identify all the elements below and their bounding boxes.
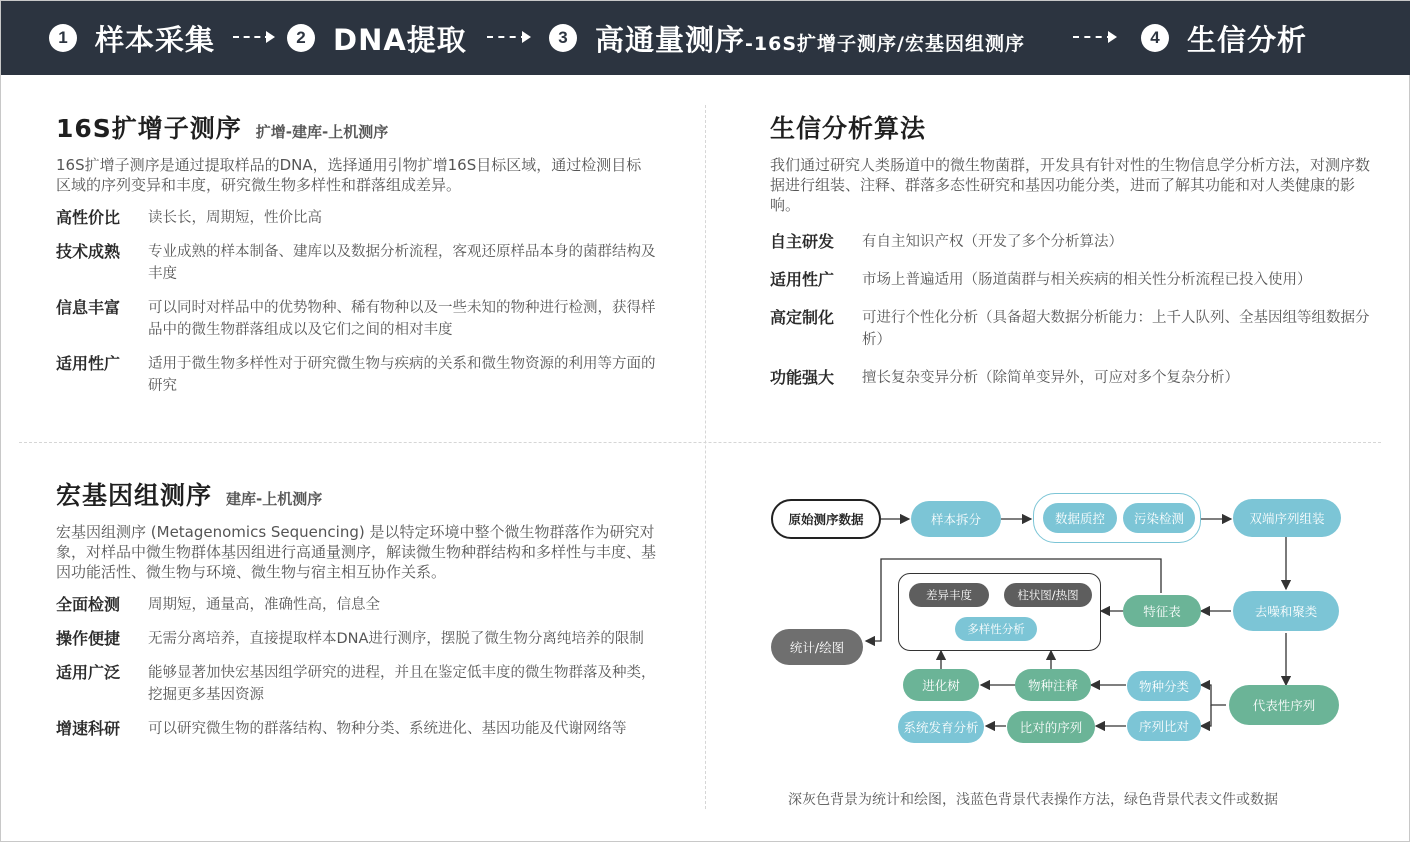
node-diversity-analysis: 多样性分析 xyxy=(955,617,1037,641)
feature-item xyxy=(56,241,656,285)
section-subtitle: 扩增-建库-上机测序 xyxy=(255,123,389,141)
step-label-main: 高通量测序 xyxy=(595,22,746,57)
feature-item xyxy=(56,594,656,616)
feature-value: 可以同时对样品中的优势物种、稀有物种以及一些未知的物种进行检测，获得样品中的微生物群落组成以及它们之间的相对丰度 xyxy=(148,300,656,338)
node-data-qc: 数据质控 xyxy=(1043,503,1117,533)
node-aligned-sequences: 比对的序列 xyxy=(1007,711,1095,743)
step-sample-collection xyxy=(49,1,215,75)
feature-key: 操作便捷 xyxy=(56,629,121,648)
node-feature-table: 特征表 xyxy=(1123,595,1201,627)
node-differential-abundance: 差异丰度 xyxy=(909,583,989,607)
feature-list xyxy=(56,207,656,397)
feature-list xyxy=(56,594,656,740)
section-metagenomics xyxy=(56,476,656,740)
section-title-text: 生信分析算法 xyxy=(770,114,927,143)
feature-item xyxy=(770,231,1370,253)
section-subtitle: 建库-上机测序 xyxy=(226,490,323,508)
step-number: 2 xyxy=(287,24,315,52)
feature-value: 专业成熟的样本制备、建库以及数据分析流程，客观还原样品本身的菌群结构及丰度 xyxy=(148,244,656,282)
node-paired-end-assembly: 双端序列组装 xyxy=(1233,499,1341,537)
node-taxonomy: 物种分类 xyxy=(1127,671,1201,701)
feature-item xyxy=(56,353,656,397)
section-description: 16S扩增子测序是通过提取样品的DNA，选择通用引物扩增16S目标区域，通过检测目标区域的序列变异和丰度，研究微生物多样性和群落组成差异。 xyxy=(56,156,642,194)
feature-key: 适用性广 xyxy=(770,270,835,289)
step-label: 样本采集 xyxy=(95,22,216,57)
section-16s xyxy=(56,109,656,397)
node-species-annotation: 物种注释 xyxy=(1015,669,1091,701)
feature-value: 可以研究微生物的群落结构、物种分类、系统进化、基因功能及代谢网络等 xyxy=(148,721,627,737)
feature-key: 自主研发 xyxy=(770,232,835,251)
feature-value: 读长长，周期短，性价比高 xyxy=(148,210,322,226)
feature-list xyxy=(770,231,1370,389)
step-sequencing xyxy=(549,1,1025,75)
step-label xyxy=(595,18,1025,59)
section-description: 我们通过研究人类肠道中的微生物菌群，开发具有针对性的生物信息学分析方法，对测序数据进行组装、注释、群落多态性研究和基因功能分类，进而了解其功能和对人类健康的影响。 xyxy=(770,156,1371,214)
analysis-flowchart xyxy=(761,491,1361,751)
section-bioinformatics xyxy=(770,109,1370,389)
feature-key: 全面检测 xyxy=(56,595,121,614)
section-description: 宏基因组测序 (Metagenomics Sequencing) 是以特定环境中整个微生物群落作为研究对象，对样品中微生物群体基因组进行高通量测序，解读微生物种群结构和多样性与丰度、基因功能活性、微生物与环境、微生物与宿主相互协作关系。 xyxy=(56,523,657,581)
section-title xyxy=(770,109,1370,145)
node-contamination-check: 污染检测 xyxy=(1123,503,1195,533)
arrow-icon xyxy=(1073,36,1113,38)
step-label: DNA提取 xyxy=(333,22,467,57)
feature-item xyxy=(770,307,1370,351)
pipeline-header xyxy=(1,1,1410,75)
step-dna-extraction xyxy=(287,1,467,75)
feature-key: 适用性广 xyxy=(56,354,121,373)
node-denoise-cluster: 去噪和聚类 xyxy=(1233,591,1339,631)
feature-key: 适用广泛 xyxy=(56,663,121,682)
node-sequence-alignment: 序列比对 xyxy=(1127,711,1201,741)
section-title-text: 宏基因组测序 xyxy=(56,481,213,510)
feature-value: 能够显著加快宏基因组学研究的进程，并且在鉴定低丰度的微生物群落及种类，挖掘更多基因资源 xyxy=(148,665,656,703)
node-phylo-tree: 进化树 xyxy=(903,669,979,701)
feature-item xyxy=(56,207,656,229)
feature-item xyxy=(770,367,1370,389)
vertical-divider xyxy=(705,105,706,809)
feature-key: 高性价比 xyxy=(56,208,121,227)
node-sample-split: 样本拆分 xyxy=(911,501,1001,537)
arrow-icon xyxy=(487,36,527,38)
step-bioinformatics xyxy=(1141,1,1307,75)
horizontal-divider xyxy=(19,442,1381,443)
feature-item xyxy=(56,662,656,706)
step-label-sub: -16S扩增子测序/宏基因组测序 xyxy=(745,32,1025,55)
step-label: 生信分析 xyxy=(1187,22,1308,57)
feature-value: 无需分离培养，直接提取样本DNA进行测序，摆脱了微生物分离纯培养的限制 xyxy=(148,631,644,647)
feature-item xyxy=(56,297,656,341)
feature-key: 功能强大 xyxy=(770,368,835,387)
step-number: 4 xyxy=(1141,24,1169,52)
node-phylogenetic-analysis: 系统发育分析 xyxy=(898,711,984,743)
feature-value: 擅长复杂变异分析（除简单变异外，可应对多个复杂分析） xyxy=(862,370,1239,386)
feature-key: 技术成熟 xyxy=(56,242,121,261)
feature-item xyxy=(770,269,1370,291)
section-title xyxy=(56,109,656,145)
feature-value: 适用于微生物多样性对于研究微生物与疾病的关系和微生物资源的利用等方面的研究 xyxy=(148,356,656,394)
node-raw-data: 原始测序数据 xyxy=(771,499,881,539)
feature-key: 高定制化 xyxy=(770,308,835,327)
feature-key: 增速科研 xyxy=(56,719,121,738)
feature-item xyxy=(56,718,656,740)
feature-value: 市场上普遍适用（肠道菌群与相关疾病的相关性分析流程已投入使用） xyxy=(862,272,1312,288)
node-stats-plot: 统计/绘图 xyxy=(771,629,863,665)
node-bar-heatmap: 柱状图/热图 xyxy=(1004,583,1092,607)
flowchart-legend-caption: 深灰色背景为统计和绘图，浅蓝色背景代表操作方法，绿色背景代表文件或数据 xyxy=(788,792,1278,808)
step-number: 3 xyxy=(549,24,577,52)
arrow-icon xyxy=(233,36,271,38)
feature-key: 信息丰富 xyxy=(56,298,121,317)
node-representative-seq: 代表性序列 xyxy=(1229,685,1339,725)
feature-item xyxy=(56,628,656,650)
feature-value: 周期短，通量高，准确性高，信息全 xyxy=(148,597,380,613)
feature-value: 有自主知识产权（开发了多个分析算法） xyxy=(862,234,1123,250)
step-number: 1 xyxy=(49,24,77,52)
section-title xyxy=(56,476,656,512)
feature-value: 可进行个性化分析（具备超大数据分析能力：上千人队列、全基因组等组数据分析） xyxy=(862,310,1370,348)
section-title-text: 16S扩增子测序 xyxy=(56,114,242,143)
